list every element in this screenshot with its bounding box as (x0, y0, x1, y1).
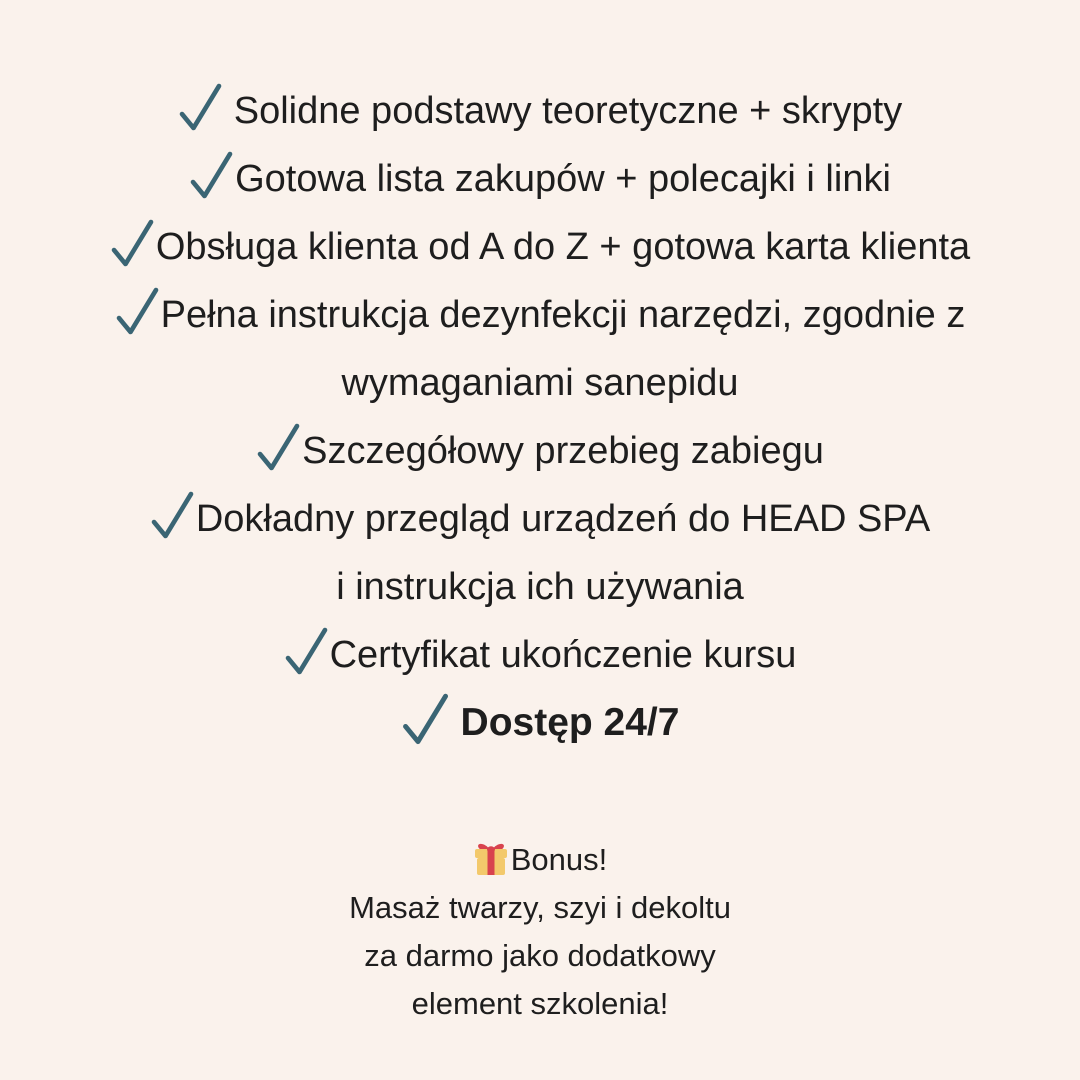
bonus-text-line: element szkolenia! (411, 986, 669, 1021)
bonus-title-line (0, 836, 1080, 884)
list-item (0, 145, 1080, 213)
list-item-text: Certyfikat ukończenie kursu (329, 634, 797, 676)
list-item-text: Pełna instrukcja dezynfekcji narzędzi, zgodnie z (160, 294, 966, 336)
list-item (0, 485, 1080, 621)
list-item (0, 621, 1080, 689)
list-item (0, 689, 1080, 757)
check-icon (284, 627, 328, 677)
check-icon (110, 219, 154, 269)
list-item-text: Gotowa lista zakupów + polecajki i linki (235, 158, 891, 200)
list-item (0, 281, 1080, 417)
bonus-text-line: Masaż twarzy, szyi i dekoltu (349, 890, 731, 925)
list-item (0, 77, 1080, 145)
list-item-text: Dostęp 24/7 (460, 701, 680, 744)
benefits-checklist (0, 77, 1080, 757)
list-item (0, 213, 1080, 281)
list-item-text: wymaganiami sanepidu (341, 362, 739, 404)
bonus-text-line: za darmo jako dodatkowy (364, 938, 716, 973)
check-icon (178, 83, 222, 133)
list-item (0, 417, 1080, 485)
list-item-text: Solidne podstawy teoretyczne + skrypty (233, 90, 903, 132)
check-icon (115, 287, 159, 337)
check-icon (150, 491, 194, 541)
gift-icon (473, 841, 509, 877)
check-icon (189, 151, 233, 201)
check-icon (401, 693, 449, 747)
list-item-text: i instrukcja ich używania (336, 566, 744, 608)
list-item-text: Szczegółowy przebieg zabiegu (302, 430, 824, 472)
list-item-text: Dokładny przegląd urządzeń do HEAD SPA (195, 498, 931, 540)
list-item-text: Obsługa klienta od A do Z + gotowa karta klienta (155, 226, 971, 268)
bonus-title: Bonus! (510, 842, 608, 877)
check-icon (256, 423, 300, 473)
bonus-section (0, 836, 1080, 1028)
